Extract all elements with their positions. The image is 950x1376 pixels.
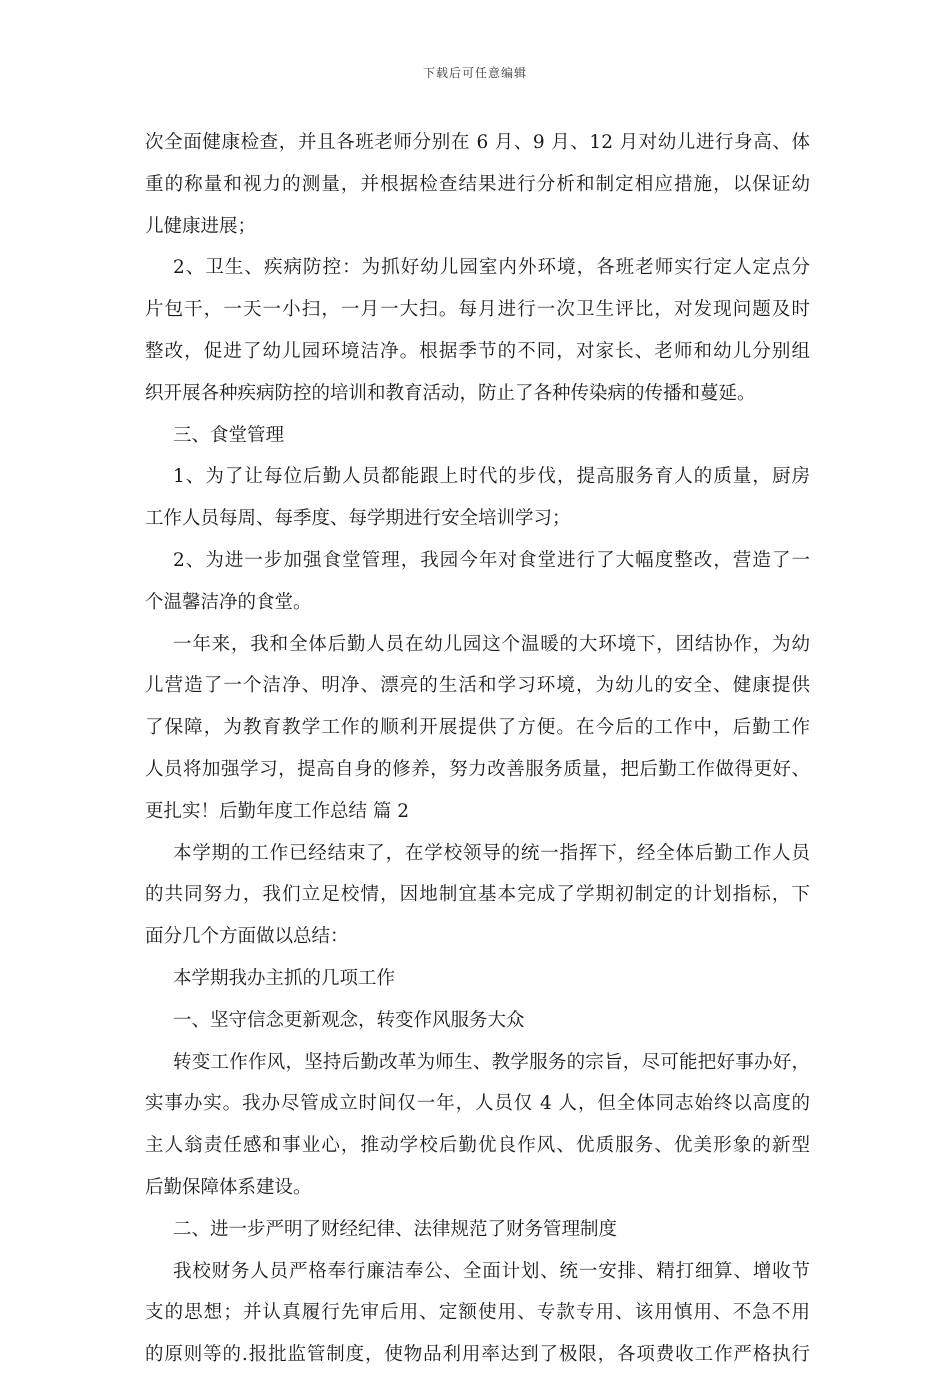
text-line: 片包干，一天一小扫，一月一大扫。每月进行一次卫生评比，对发现问题及时 <box>145 299 810 321</box>
text-line: 重的称量和视力的测量，并根据检查结果进行分析和制定相应措施，以保证幼 <box>145 173 810 195</box>
text-line: 整改，促进了幼儿园环境洁净。根据季节的不同，对家长、老师和幼儿分别组 <box>145 340 810 362</box>
text-line: 转变工作作风，坚持后勤改革为师生、教学服务的宗旨，尽可能把好事办好， <box>173 1051 810 1073</box>
text-line: 的共同努力，我们立足校情，因地制宜基本完成了学期初制定的计划指标，下 <box>145 884 810 906</box>
text-line: 次全面健康检查，并且各班老师分别在 6 月、9 月、12 月对幼儿进行身高、体 <box>145 132 810 153</box>
text-line: 后勤保障体系建设。 <box>145 1176 312 1198</box>
text-line: 我校财务人员严格奉行廉洁奉公、全面计划、统一安排、精打细算、增收节 <box>173 1260 810 1282</box>
text-line: 主人翁责任感和事业心，推动学校后勤优良作风、优质服务、优美形象的新型 <box>145 1135 810 1157</box>
text-line: 支的思想；并认真履行先审后用、定额使用、专款专用、该用慎用、不急不用 <box>145 1302 810 1324</box>
text-line: 儿健康进展； <box>145 215 257 237</box>
text-line: 本学期的工作已经结束了，在学校领导的统一指挥下，经全体后勤工作人员 <box>173 842 810 864</box>
text-line: 实事办实。我办尽管成立时间仅一年，人员仅 4 人，但全体同志始终以高度的 <box>145 1093 810 1115</box>
text-line: 个温馨洁净的食堂。 <box>145 591 312 613</box>
text-line: 三、食堂管理 <box>173 424 285 446</box>
text-line: 一、坚守信念更新观念，转变作风服务大众 <box>173 1009 525 1031</box>
page-header: 下载后可任意编辑 <box>422 66 527 80</box>
text-line: 一年来，我和全体后勤人员在幼儿园这个温暖的大环境下，团结协作，为幼 <box>173 633 810 655</box>
text-line: 人员将加强学习，提高自身的修养，努力改善服务质量，把后勤工作做得更好、 <box>145 758 810 780</box>
text-line: 面分几个方面做以总结： <box>145 926 349 948</box>
text-line: 的原则等的.报批监管制度，使物品利用率达到了极限，各项费收工作严格执行 <box>145 1344 810 1366</box>
text-line: 2、为进一步加强食堂管理，我园今年对食堂进行了大幅度整改，营造了一 <box>173 549 810 571</box>
text-line: 二、进一步严明了财经纪律、法律规范了财务管理制度 <box>173 1218 618 1240</box>
document-body <box>145 122 810 1376</box>
text-line: 织开展各种疾病防控的培训和教育活动，防止了各种传染病的传播和蔓延。 <box>145 382 756 404</box>
text-line: 2、卫生、疾病防控：为抓好幼儿园室内外环境，各班老师实行定人定点分 <box>173 257 810 279</box>
text-line: 更扎实！后勤年度工作总结 篇 2 <box>145 800 410 822</box>
text-line: 工作人员每周、每季度、每学期进行安全培训学习； <box>145 508 571 530</box>
text-line: 1、为了让每位后勤人员都能跟上时代的步伐，提高服务育人的质量，厨房 <box>173 466 810 488</box>
text-line: 儿营造了一个洁净、明净、漂亮的生活和学习环境，为幼儿的安全、健康提供 <box>145 675 810 697</box>
text-line: 了保障，为教育教学工作的顺利开展提供了方便。在今后的工作中，后勤工作 <box>145 717 810 739</box>
text-line: 本学期我办主抓的几项工作 <box>173 967 396 989</box>
